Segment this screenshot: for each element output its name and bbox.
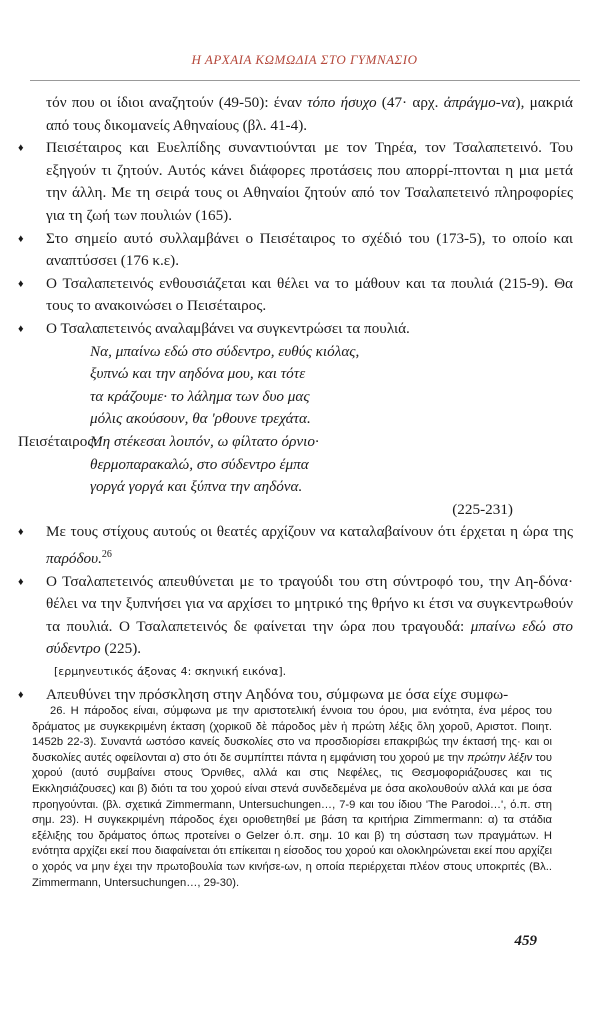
bullet-item bbox=[18, 571, 573, 661]
text-run: (47· αρχ. bbox=[376, 94, 444, 111]
interpretive-note: [ερμηνευτικός άξονας 4: σκηνική εικόνα]. bbox=[54, 664, 287, 678]
page-number: 459 bbox=[514, 933, 537, 949]
bullet-item bbox=[18, 521, 573, 570]
text-run: ), μακριά από τους δικομανείς Αθηναίους (βλ. 41-4). bbox=[46, 94, 573, 134]
verse-line: Να, μπαίνω εδώ στο σύδεντρο, ευθύς κιόλας, bbox=[90, 342, 360, 360]
emphasis: πρώτην λέξιν bbox=[467, 751, 533, 764]
verse-line: μόλις ακούσουν, θα 'ρθουνε τρεχάτα. bbox=[90, 410, 311, 428]
verse-line: τα κράζουμε· το λάλημα των δυο μας bbox=[90, 387, 310, 405]
bullet-item: ♦ Στο σημείο αυτό συλλαμβάνει ο Πεισέταιρος το σχέδιό του (173-5), το οποίο και αναπτύσσει (176 κ.ε). bbox=[18, 228, 573, 273]
text-run: Με τους στίχους αυτούς οι θεατές αρχίζουν να καταλαβαίνουν ότι έρχεται η ώρα της bbox=[46, 523, 573, 541]
speaker-label: Πεισέταιρος: bbox=[18, 432, 98, 450]
bullet-item: ♦ Πεισέταιρος και Ευελπίδης συναντιούνται με τον Τηρέα, τον Τσαλαπετεινό. Του εξηγούν τι ζητούν. Αυτός κάνει διάφορες προτάσεις που απορρί-πτονται η μια μετά την άλλη. Με τη σειρά τους οι Αθηναίοι ζητούν από τον Τσαλαπετεινό πληροφορίες για τη ζωή των πουλιών (165). bbox=[18, 137, 573, 227]
bullet-item: ♦ Ο Τσαλαπετεινός ενθουσιάζεται και θέλει να το μάθουν και τα πουλιά (215-9). Θα τους το ανακοινώσει ο Πεισέταιρος. bbox=[18, 273, 573, 318]
speaker-verses bbox=[90, 431, 319, 499]
text-run: Ο Τσαλαπετεινός απευθύνεται με το τραγούδι του στη σύντροφό του, την Αη-δόνα· θέλει να την ξυπνήσει για να αρχίσει το μητρικό της θρήνο κι έτσι να συγκεντρωθούν τα πουλιά. Ο Τσαλαπετεινός δε φαίνεται την ώρα που τραγουδά: bbox=[46, 572, 573, 635]
footnote-marker: 26 bbox=[101, 548, 112, 560]
running-head: Η ΑΡΧΑΙΑ ΚΩΜΩΔΙΑ ΣΤΟ ΓΥΜΝΑΣΙΟ bbox=[191, 52, 418, 67]
footnote-text: του χορού (αυτό συμβαίνει στους Όρνιθες, αλλά και στις Νεφέλες, τις Θεσμοφοριάζουσες και τις Εκκλησιάζουσες) και β) διότι τα του χορού είναι στενά συνδεδεμένα με όσα ακολουθούν αλλά και με όσα προηγούνται. (βλ. σχετικά Zimmermann, Untersuchungen…, 7-9 και του ίδιου 'The Parodoi…', ό.π. στη σημ. 23). Η συγκεκριμένη πάροδος έχει οριοθετηθεί με βάση τα κριτήρια Zimmermann: α) τα στάδια εξέλιξης του δράματος όπως προτείνει ο Gelzer ό.π. σημ. 10 και β) τη σύσταση των πραγμάτων. Η ενότητα αρχίζει εκεί που διαφαίνεται ότι επίκειται η είσοδος του χορού και ολοκληρώνεται εκεί που αρχίζει ο χορός να μην έχει την πρωτοβουλία των κινήσε-ων, η οποία περιέρχεται πλέον στους υποκριτές (Βλ.. Zimmermann, Untersuchungen…, 29-30). bbox=[32, 751, 552, 889]
emphasis: παρόδου. bbox=[46, 549, 102, 567]
header-rule bbox=[30, 80, 580, 81]
emphasis: τόπο ήσυχο bbox=[307, 94, 377, 111]
verse-line: θερμοπαρακαλώ, στο σύδεντρο έμπα bbox=[90, 455, 309, 473]
verse-block bbox=[18, 341, 573, 431]
line-reference: (225-231) bbox=[452, 500, 513, 518]
text-run: τόν που οι ίδιοι αναζητούν (49-50): έναν bbox=[46, 94, 308, 111]
paragraph-continuation bbox=[18, 92, 573, 137]
emphasis: μπαίνω εδώ στο σύδεντρο bbox=[46, 617, 573, 658]
bullet-item: ♦ Απευθύνει την πρόσκληση στην Αηδόνα του, σύμφωνα με όσα είχε συμφω- bbox=[18, 684, 573, 707]
text-run: (225). bbox=[100, 640, 142, 658]
footnote-text: 26. Η πάροδος είναι, σύμφωνα με την αριστοτελική έννοια του όρου, μια ενότητα, ένα μέρος του δράματος με συγκεκριμένη έκταση (χορικοῦ δὲ πάροδος μὲν ἡ πρώτη λέξις ὅλη χοροῦ, Αριστοτ. Ποιητ. 1452b 22-3). Συναντά ωστόσο κανείς δυσκολίες στο να προσδιορίσει επακριβώς την έκτασή της· και οι δυσκολίες αυτές οφείλονται α) στο ότι δε συμπίπτει πάντα η εμφάνιση του χορού με την bbox=[32, 705, 552, 764]
main-text bbox=[18, 92, 573, 706]
verse-block-speaker bbox=[18, 431, 573, 499]
bullet-item: ♦ Ο Τσαλαπετεινός αναλαμβάνει να συγκεντρώσει τα πουλιά. bbox=[18, 318, 573, 341]
verse-line: γοργά γοργά και ξύπνα την αηδόνα. bbox=[90, 478, 303, 496]
emphasis: ἀπράγμο-να bbox=[443, 94, 516, 111]
verse-line: Μη στέκεσαι λοιπόν, ω φίλτατο όρνιο· bbox=[90, 432, 319, 450]
footnote bbox=[32, 704, 552, 891]
verse-line: ξυπνώ και την αηδόνα μου, και τότε bbox=[90, 365, 306, 383]
